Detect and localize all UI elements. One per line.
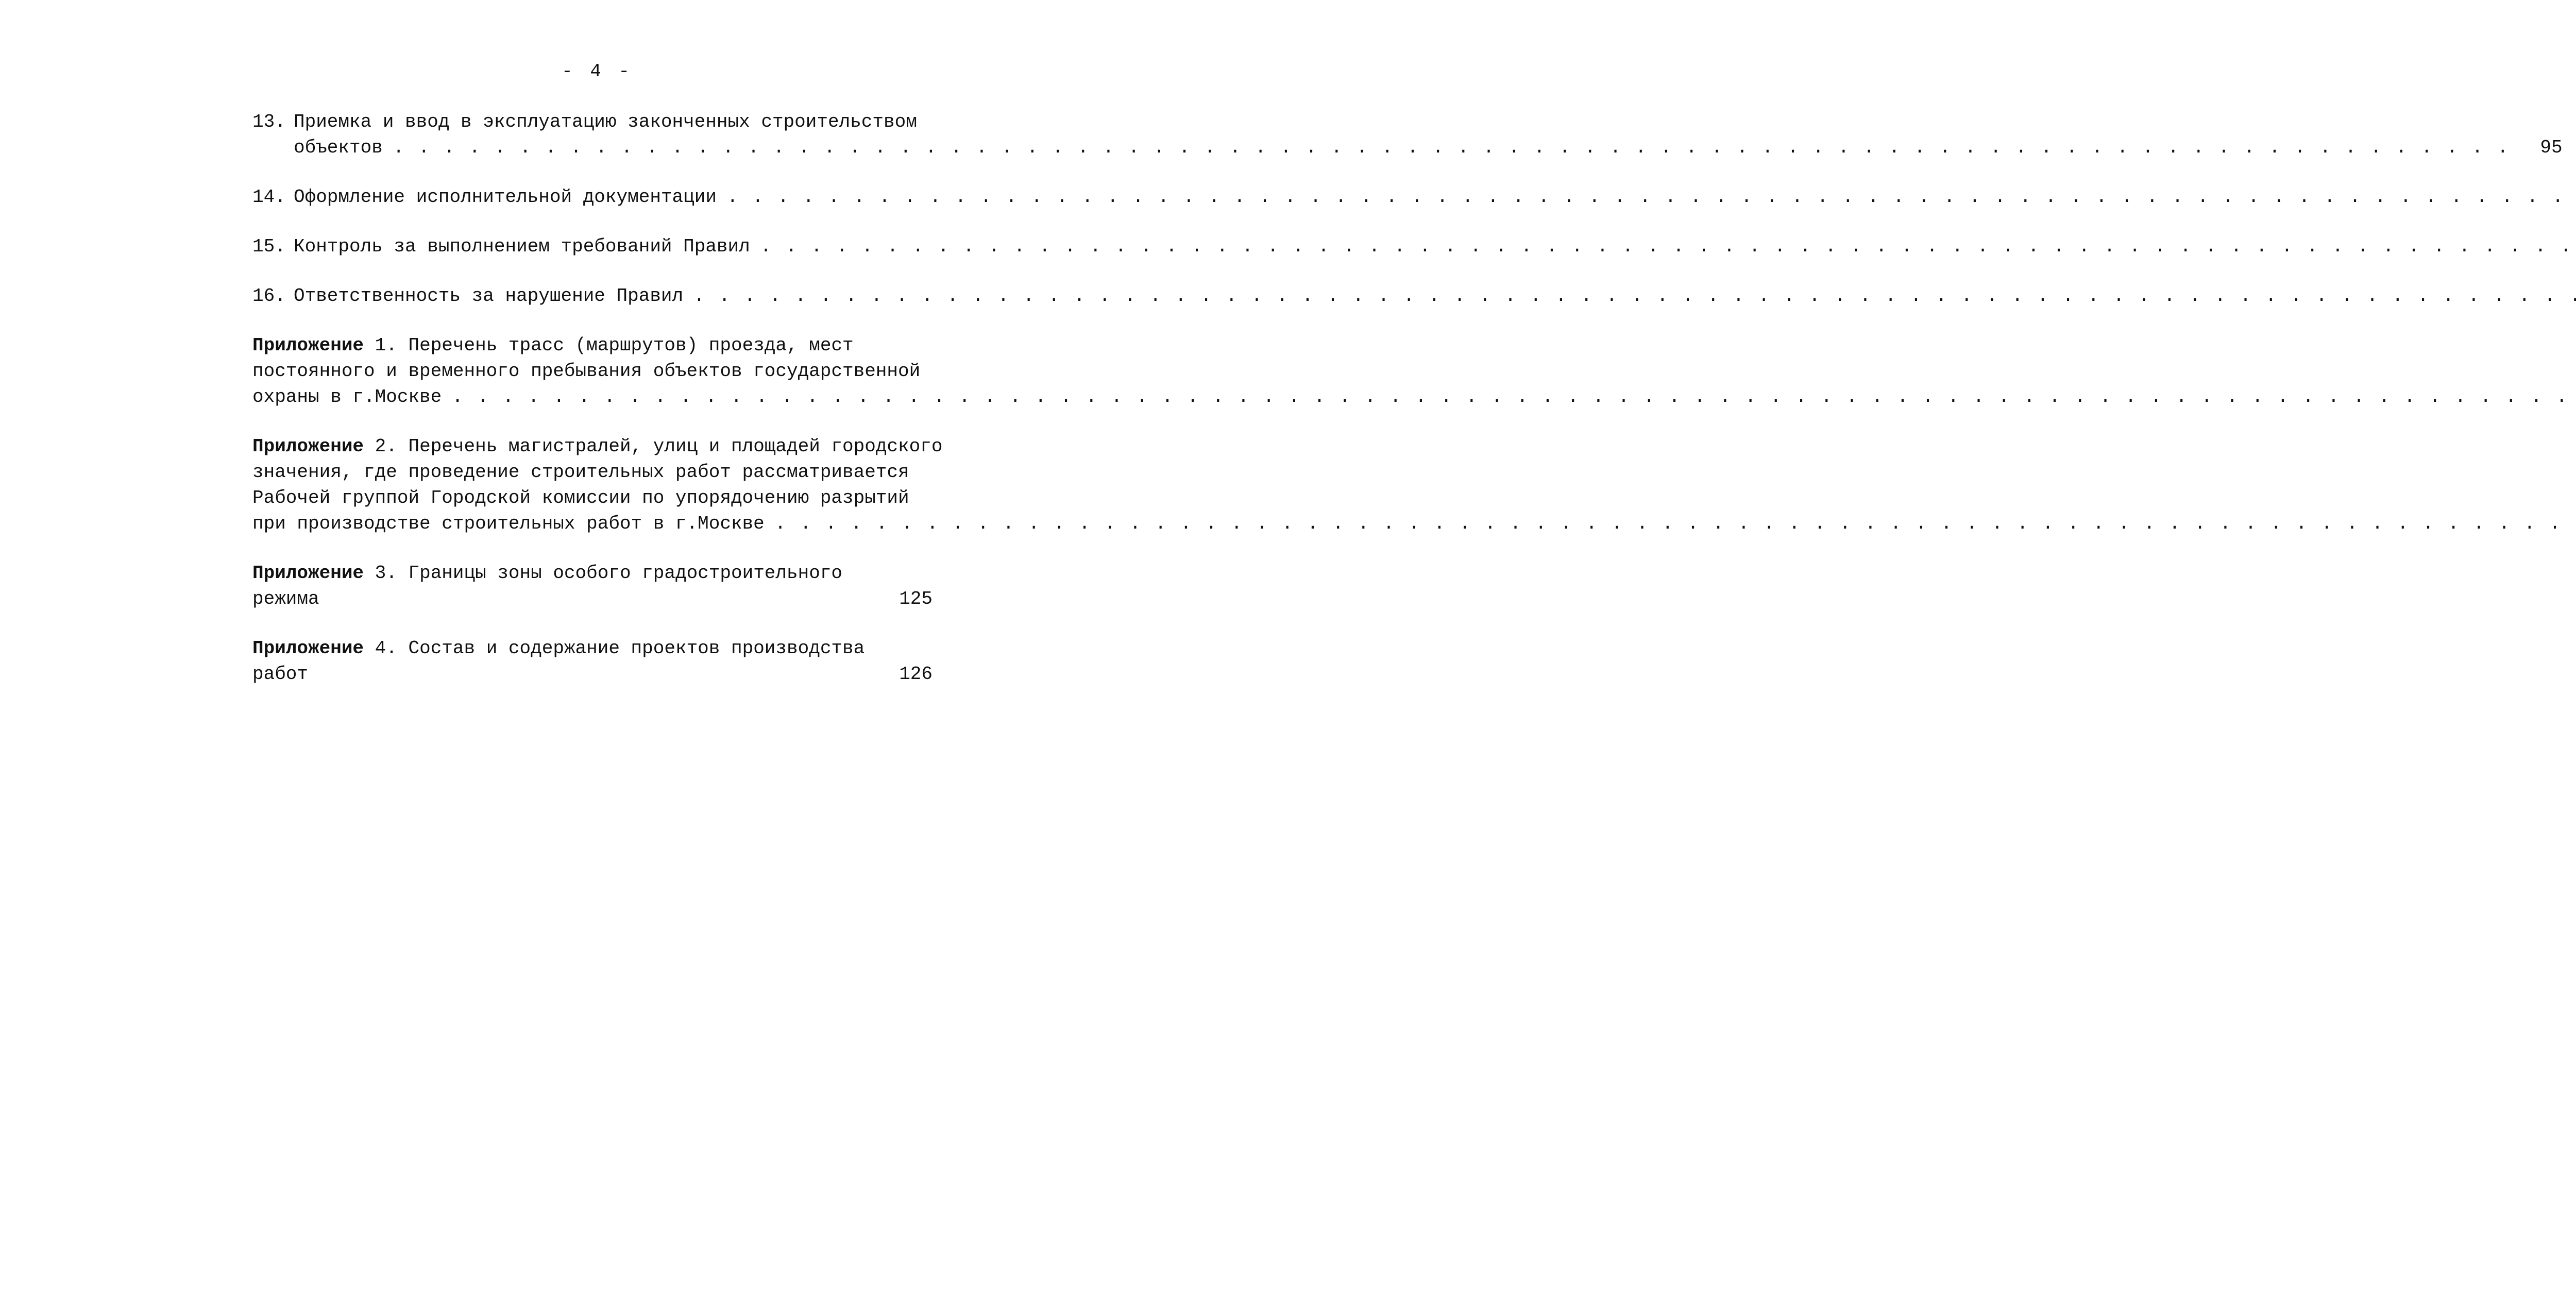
appendix-first-line xyxy=(252,335,854,356)
page-number: - 4 - xyxy=(562,61,633,82)
toc-entry-last-line xyxy=(252,135,2510,161)
toc-entry-line: Границы зоны особого градостроительного режима xyxy=(252,563,843,609)
toc-entry-line: Перечень магистралей, улиц и площадей городского xyxy=(408,436,943,457)
dot-leader xyxy=(693,283,2576,309)
toc-entry-line: Приемка и ввод в эксплуатацию законченных строительством xyxy=(294,111,917,132)
toc-appendix-4[interactable] xyxy=(252,636,933,687)
dot-leader xyxy=(775,511,2576,537)
toc-entry-line: постоянного и временного пребывания объектов государственной xyxy=(252,361,921,382)
toc-entry-last-line xyxy=(252,184,2576,210)
toc-entry-last-line xyxy=(252,283,2576,309)
appendix-label: Приложение xyxy=(252,436,364,457)
toc-entry-14[interactable] xyxy=(252,184,933,210)
toc-entry-title xyxy=(252,636,880,687)
toc-appendix-1[interactable] xyxy=(252,333,933,410)
appendix-number: 3. xyxy=(375,563,397,584)
appendix-label: Приложение xyxy=(252,563,364,584)
dot-leader xyxy=(760,234,2576,260)
toc-entry-title xyxy=(252,109,2510,161)
toc-entry-line: Оформление исполнительной документации xyxy=(294,186,717,208)
appendix-first-line xyxy=(252,436,942,457)
toc-entry-title xyxy=(252,184,2576,210)
dot-leader xyxy=(727,184,2576,210)
toc-entry-line: Перечень трасс (маршрутов) проезда, мест xyxy=(408,335,854,356)
toc-entry-13[interactable] xyxy=(252,109,2563,161)
toc-entry-title xyxy=(252,283,2576,309)
dot-leader xyxy=(452,384,2569,410)
toc-entry-last-line xyxy=(252,384,2569,410)
toc-entry-number: 15. xyxy=(252,236,286,257)
toc-entry-line: при производстве строительных работ в г.Москве xyxy=(252,513,765,534)
toc-entry-title xyxy=(252,234,2576,260)
table-of-contents xyxy=(252,109,2563,711)
toc-entry-number: 16. xyxy=(252,285,286,307)
appendix-number: 1. xyxy=(375,335,397,356)
toc-entry-line: Контроль за выполнением требований Правил xyxy=(294,236,750,257)
toc-entry-line: Рабочей группой Городской комиссии по упорядочению разрытий xyxy=(252,487,909,508)
appendix-number: 4. xyxy=(375,638,397,659)
toc-entry-title xyxy=(252,333,2569,410)
toc-entry-line: охраны в г.Москве xyxy=(252,386,442,408)
toc-entry-16[interactable] xyxy=(252,283,933,309)
toc-entry-page: 126 xyxy=(899,664,933,685)
appendix-label: Приложение xyxy=(252,335,364,356)
appendix-label: Приложение xyxy=(252,638,364,659)
toc-entry-number: 14. xyxy=(252,186,286,208)
toc-entry-line: объектов xyxy=(294,137,383,158)
toc-entry-title xyxy=(252,434,2576,537)
toc-entry-page: 125 xyxy=(899,588,933,609)
toc-entry-15[interactable] xyxy=(252,234,933,260)
toc-entry-number: 13. xyxy=(252,111,286,132)
toc-entry-title xyxy=(252,561,880,612)
dot-leader xyxy=(393,137,2510,158)
toc-entry-page xyxy=(2574,384,2576,410)
toc-entry-last-line xyxy=(252,511,2576,537)
toc-appendix-2[interactable] xyxy=(252,434,943,537)
appendix-number: 2. xyxy=(375,436,397,457)
toc-entry-page: 95 xyxy=(2540,137,2563,158)
toc-appendix-3[interactable] xyxy=(252,561,933,612)
toc-entry-line: Состав и содержание проектов производства работ xyxy=(252,638,865,685)
toc-entry-line: Ответственность за нарушение Правил xyxy=(294,285,684,307)
toc-entry-line: значения, где проведение строительных работ рассматривается xyxy=(252,462,909,483)
toc-entry-last-line xyxy=(252,234,2576,260)
